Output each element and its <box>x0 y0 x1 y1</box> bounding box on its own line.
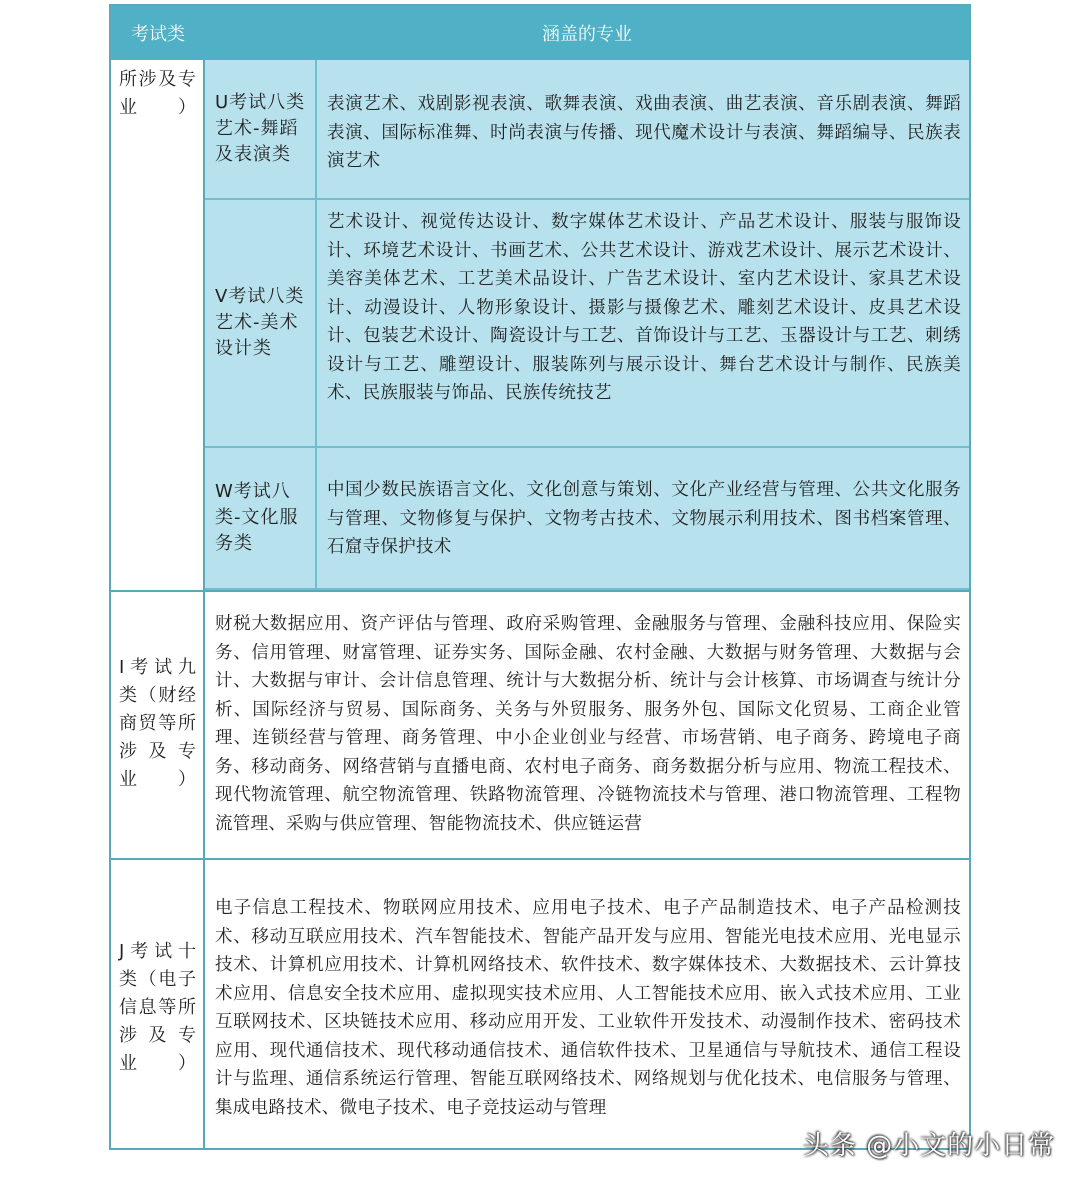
table-header <box>111 6 969 60</box>
majors-list-i: 财税大数据应用、资产评估与管理、政府采购管理、金融服务与管理、金融科技应用、保险实务、信用管理、财富管理、证券实务、国际金融、农村金融、大数据与财务管理、大数据与会计、大数据与审计、会计信息管理、统计与大数据分析、统计与会计核算、市场调查与统计分析、国际经济与贸易、国际商务、关务与外贸服务、服务外包、国际文化贸易、工商企业管理、连锁经营与管理、商务管理、中小企业创业与经营、市场营销、电子商务、跨境电子商务、移动商务、网络营销与直播电商、农村电子商务、商务数据分析与应用、物流工程技术、现代物流管理、航空物流管理、铁路物流管理、冷链物流技术与管理、港口物流管理、工程物流管理、采购与供应管理、智能物流技术、供应链运营 <box>215 614 961 834</box>
category-label-art: 所涉及专业） <box>119 69 197 118</box>
majors-row-j <box>205 860 969 1148</box>
header-exam-category: 考试类 <box>131 24 185 45</box>
category-label-finance: I考试九类（财经商贸等所涉及专业） <box>119 657 197 790</box>
majors-list-j: 电子信息工程技术、物联网应用技术、应用电子技术、电子产品制造技术、电子产品检测技术、移动互联应用技术、汽车智能技术、智能产品开发与应用、智能光电技术应用、光电显示技术、计算机应用技术、计算机网络技术、软件技术、数字媒体技术、大数据技术、云计算技术应用、信息安全技术应用、虚拟现实技术应用、人工智能技术应用、嵌入式技术应用、工业互联网技术、区块链技术应用、移动应用开发、工业软件开发技术、动漫制作技术、密码技术应用、现代通信技术、现代移动通信技术、通信软件技术、卫星通信与导航技术、通信工程设计与监理、通信系统运行管理、智能互联网络技术、网络规划与优化技术、电信服务与管理、集成电路技术、微电子技术、电子竞技运动与管理 <box>215 898 961 1118</box>
subcategory-name-v: V考试八类艺术-美术设计类 <box>205 200 317 446</box>
majors-table <box>109 4 971 1150</box>
subcategory-row-u <box>205 60 969 200</box>
category-cell-finance <box>111 592 205 858</box>
majors-list-u: 表演艺术、戏剧影视表演、歌舞表演、戏曲表演、曲艺表演、音乐剧表演、舞蹈表演、国际标准舞、时尚表演与传播、现代魔术设计与表演、舞蹈编导、民族表演艺术 <box>327 94 961 171</box>
subcategory-name-u: U考试八类艺术-舞蹈及表演类 <box>205 60 317 198</box>
header-covered-majors: 涵盖的专业 <box>542 24 632 45</box>
majors-list-w: 中国少数民族语言文化、文化创意与策划、文化产业经营与管理、公共文化服务与管理、文物修复与保护、文物考古技术、文物展示利用技术、图书档案管理、石窟寺保护技术 <box>327 480 961 557</box>
majors-row-i <box>205 592 969 858</box>
category-label-electronics: J考试十类（电子信息等所涉及专业） <box>119 941 197 1074</box>
watermark: 头条 @小文的小日常 <box>803 1131 1056 1161</box>
subcategory-row-v <box>205 200 969 448</box>
category-cell-electronics <box>111 860 205 1148</box>
subcategory-row-w <box>205 448 969 590</box>
category-cell-art <box>111 60 205 590</box>
subcategory-name-w: W考试八类-文化服务类 <box>205 448 317 588</box>
majors-list-v: 艺术设计、视觉传达设计、数字媒体艺术设计、产品艺术设计、服装与服饰设计、环境艺术设计、书画艺术、公共艺术设计、游戏艺术设计、展示艺术设计、美容美体艺术、工艺美术品设计、广告艺术设计、室内艺术设计、家具艺术设计、动漫设计、人物形象设计、摄影与摄像艺术、雕刻艺术设计、皮具艺术设计、包装艺术设计、陶瓷设计与工艺、首饰设计与工艺、玉器设计与工艺、刺绣设计与工艺、雕塑设计、服装陈列与展示设计、舞台艺术设计与制作、民族美术、民族服装与饰品、民族传统技艺 <box>327 212 961 403</box>
